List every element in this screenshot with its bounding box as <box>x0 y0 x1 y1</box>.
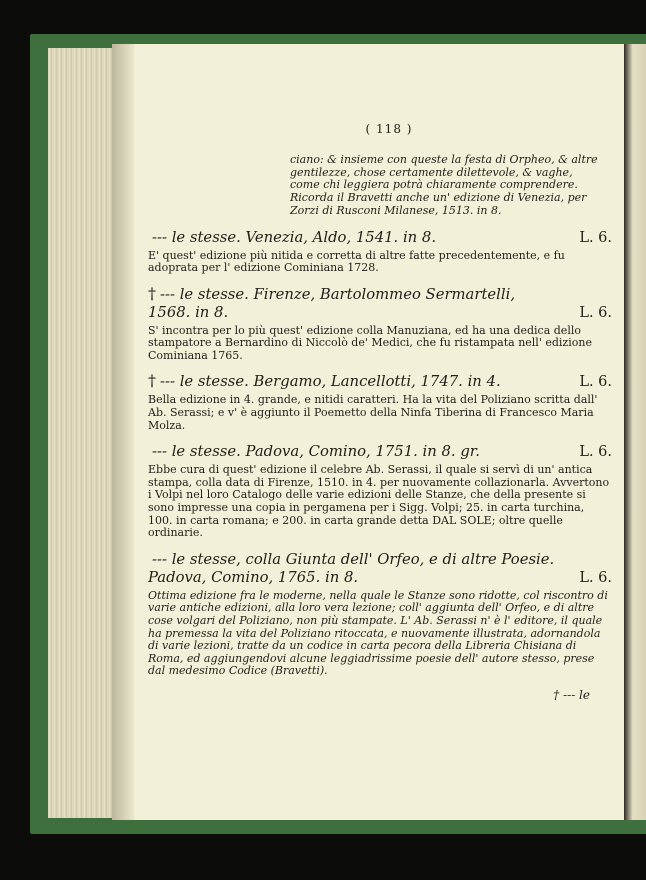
entry-heading <box>148 372 612 391</box>
entry-heading <box>148 442 612 461</box>
entry-price: L. 6. <box>579 229 612 246</box>
entry-4 <box>148 442 612 540</box>
entry-title: --- le stesse. Venezia, Aldo, 1541. in 8. <box>152 228 437 246</box>
entry-note: E' quest' edizione più nitida e corretta di altre fatte precedentemente, e fu adoprata per l' edizione Cominiana 1728. <box>148 248 565 275</box>
entry-3 <box>148 372 612 432</box>
entry-title: --- le stesse. Padova, Comino, 1751. in 8. gr. <box>152 443 480 461</box>
entry-note: Ottima edizione fra le moderne, nella quale le Stanze sono ridotte, col riscontro di varie antiche edizioni, alla loro vera lezione; coll' aggiunta dell' Orfeo, e di altre cose volgari del Poliziano, non più stampate. L' Ab. Serassi n' è l' editore, il quale ha premessa la vita del Poliziano ritoccata, e nuovamente illustrata, adornandola di varie lezioni, tratte da un codice in carta pecora della Libreria Chisiana di Roma, ed aggiungendovi alcune leggiadrissime poesie dell' autore stesso, prese dal medesimo Codice (Bravetti). <box>148 588 608 678</box>
entry-heading <box>148 285 612 322</box>
catchword: † --- le <box>553 687 590 702</box>
entry-heading <box>148 550 612 587</box>
entry-5 <box>148 550 612 678</box>
page-content <box>148 122 630 702</box>
entry-price: L. 6. <box>579 444 612 461</box>
entry-note: S' incontra per lo più quest' edizione colla Manuziana, ed ha una dedica dello stampatore a Bernardino di Niccolò de' Medici, che fu ristampata nell' edizione Cominiana 1765. <box>148 323 592 362</box>
continuation-text: ciano: & insieme con queste la festa di Orpheo, & altre gentilezze, chose certamente dilettevole, & vaghe, come chi leggiera potrà chiaramente comprendere. Ricorda il Bravetti anche un' edizione di Venezia, per Zorzi di Rusconi Milanese, 1513. in 8. <box>290 153 598 217</box>
entry-price: L. 6. <box>579 374 612 391</box>
page-gutter <box>112 44 134 820</box>
entry-heading <box>148 228 612 247</box>
entry-price: L. 6. <box>579 569 612 586</box>
entry-note: Ebbe cura di quest' edizione il celebre Ab. Serassi, il quale si servì di un' antica stampa, colla data di Firenze, 1510. in 4. per nuovamente collazionarla. Avvertono i Volpi nel loro Catalogo delle varie edizioni delle Stanze, che della presente si sono impresse una copia in pergamena per i Sigg. Volpi; 25. in carta turchina, 100. in carta romana; e 200. in carta grande detta DAL SOLE; oltre quelle ordinarie. <box>148 463 610 540</box>
entry-note: Bella edizione in 4. grande, e nitidi caratteri. Ha la vita del Poliziano scritta dall' Ab. Serassi; e v' è aggiunto il Poemetto della Ninfa Tiberina di Francesco Maria Molza. <box>148 393 598 432</box>
entry-title: --- le stesse. Firenze, Bartolommeo Sermartelli, 1568. in 8. <box>148 285 516 321</box>
entry-1 <box>148 228 612 275</box>
page-number: ( 118 ) <box>365 122 413 136</box>
entry-title: --- le stesse. Bergamo, Lancellotti, 1747. in 4. <box>160 373 501 391</box>
dagger-mark: † <box>148 283 156 303</box>
dagger-mark: † <box>148 371 156 391</box>
entry-2 <box>148 285 612 363</box>
entry-price: L. 6. <box>579 304 612 321</box>
entry-title: --- le stesse, colla Giunta dell' Orfeo, e di altre Poesie. Padova, Comino, 1765. in 8. <box>148 550 555 586</box>
